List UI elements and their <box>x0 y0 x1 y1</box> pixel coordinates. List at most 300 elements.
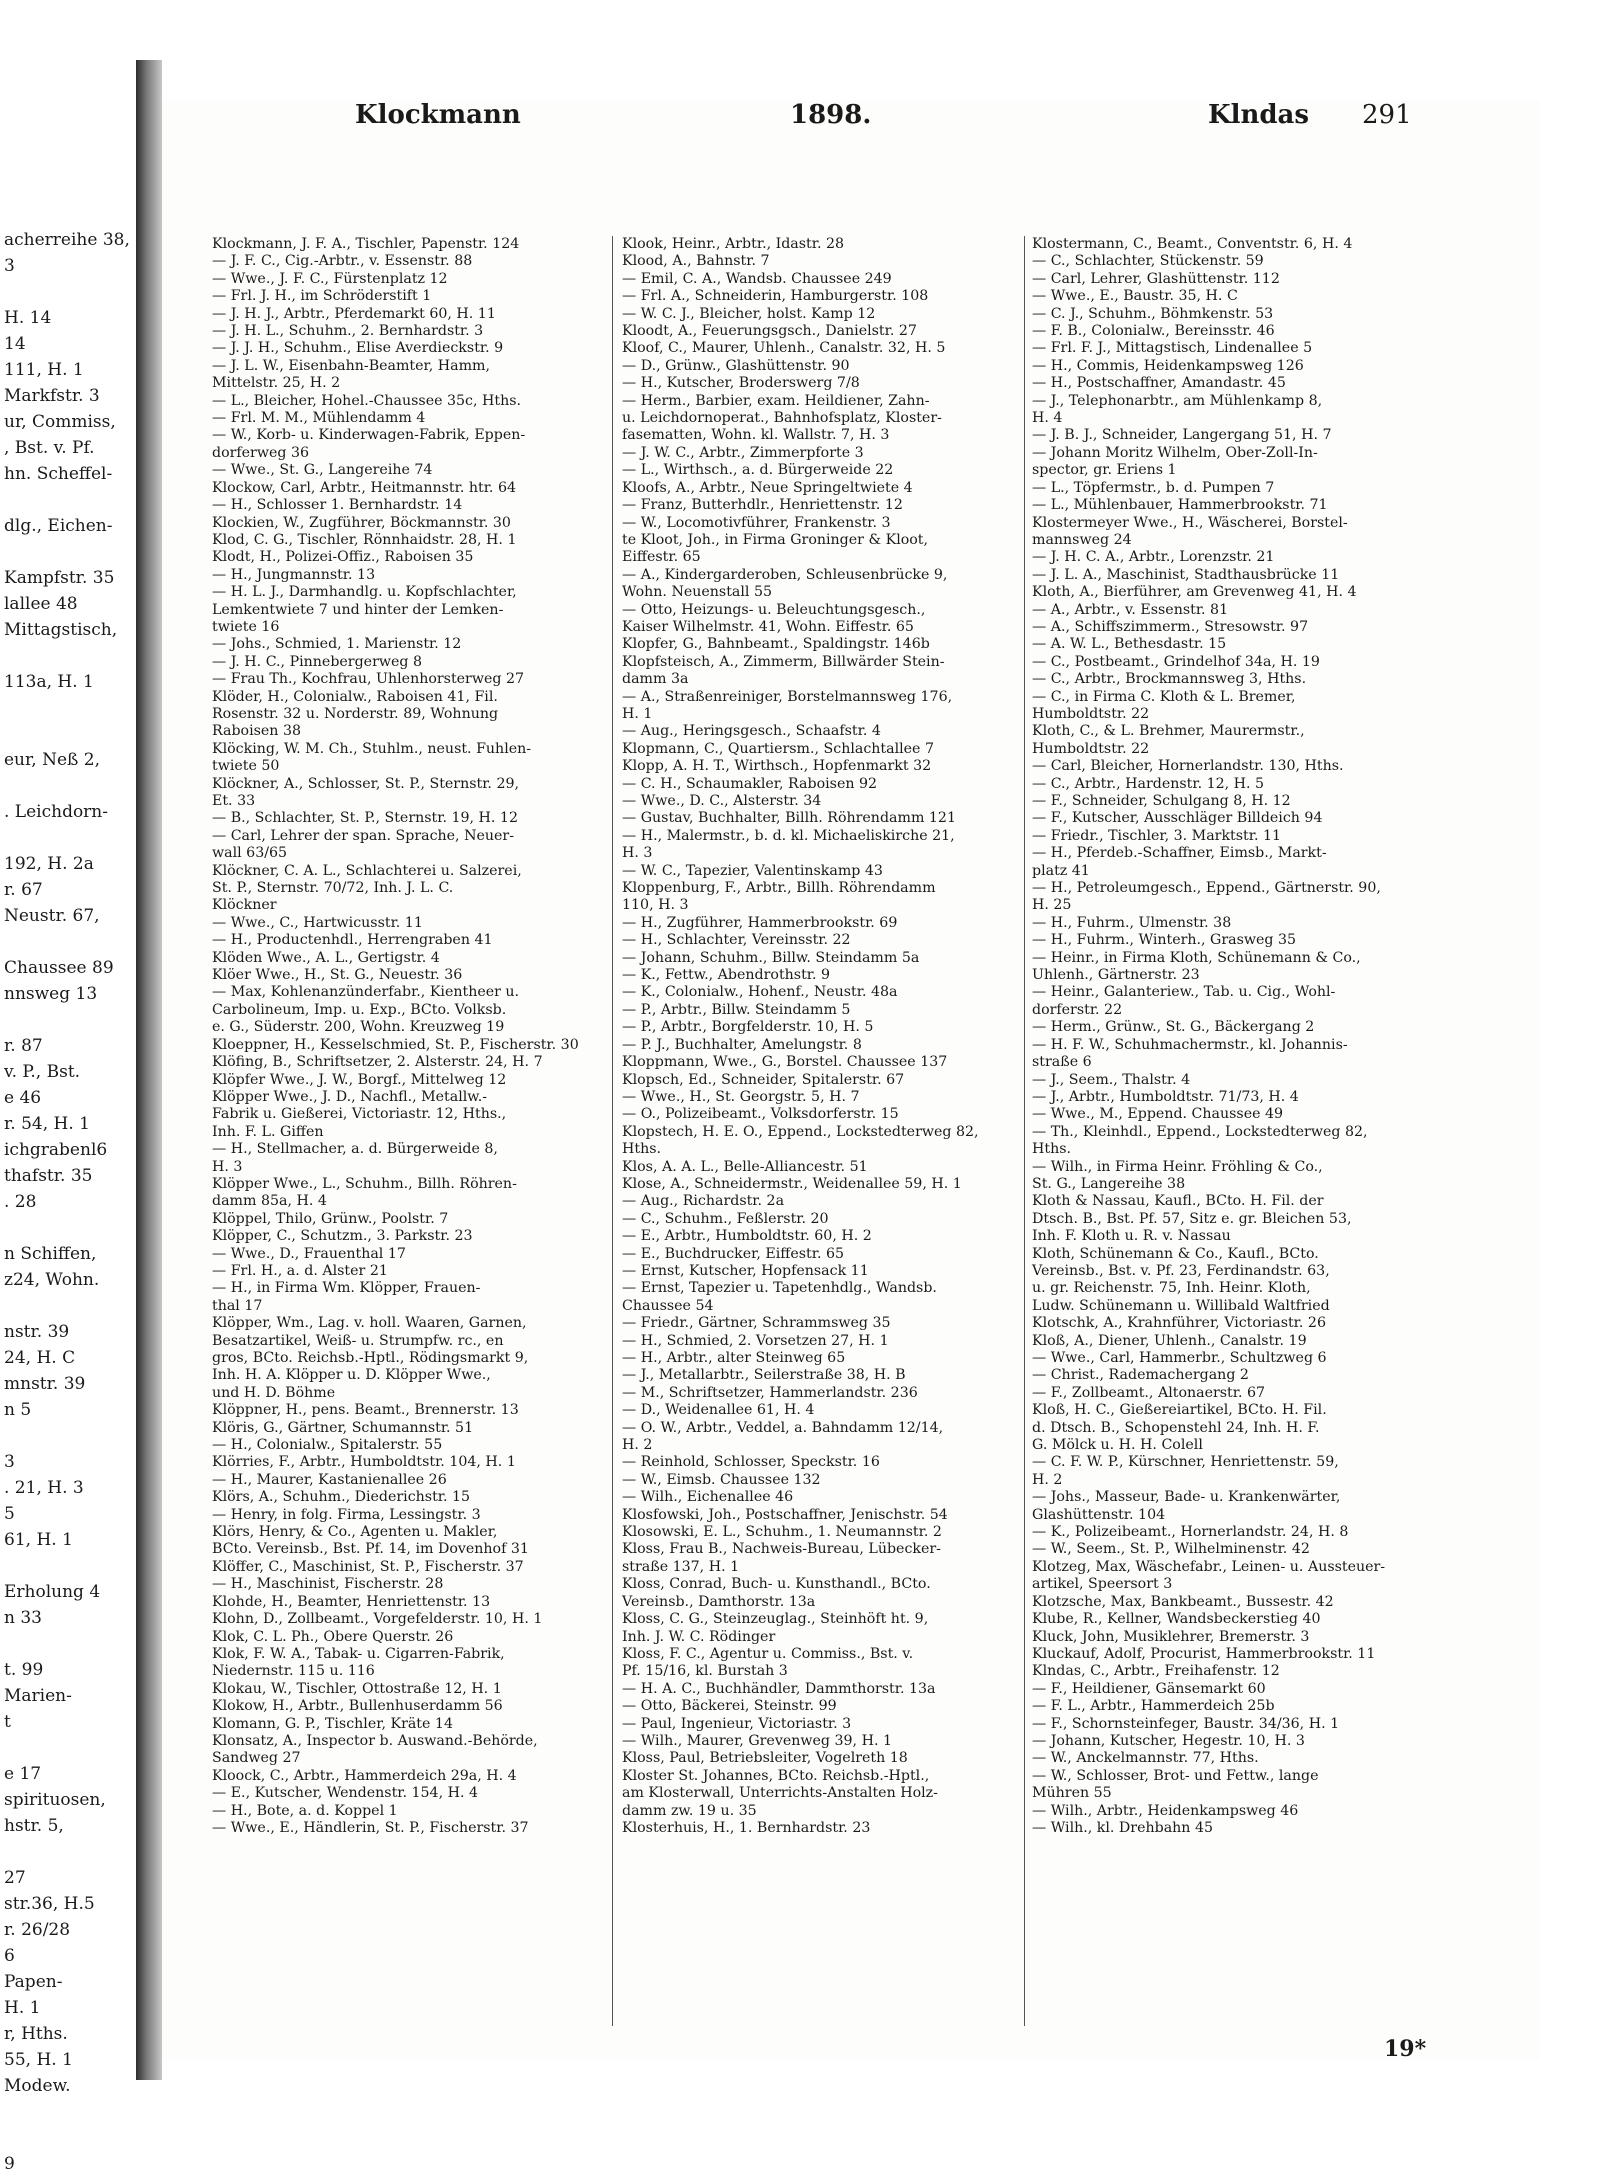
directory-column-2 <box>622 236 1014 2036</box>
directory-entry: — H., Zugführer, Hammerbrookstr. 69 <box>622 914 898 931</box>
left-page-fragment: hstr. 5, <box>4 1816 64 1836</box>
left-page-fragment: Markfstr. 3 <box>4 386 100 406</box>
directory-entry: Klokow, H., Arbtr., Bullenhuserdamm 56 <box>212 1698 503 1715</box>
directory-entry: — H., Arbtr., alter Steinweg 65 <box>622 1350 846 1366</box>
directory-entry: — Wwe., C., Hartwicusstr. 11 <box>212 914 423 931</box>
directory-entry: Klöer Wwe., H., St. G., Neuestr. 36 <box>212 967 463 984</box>
directory-entry: Kloth & Nassau, Kaufl., BCto. H. Fil. der <box>1032 1193 1324 1210</box>
directory-entry: — W., Eimsb. Chaussee 132 <box>622 1471 821 1488</box>
directory-entry: — P., Arbtr., Borgfelderstr. 10, H. 5 <box>622 1019 874 1036</box>
directory-entry: te Kloot, Joh., in Firma Groninger & Kloot, <box>622 531 929 548</box>
directory-entry: — L., Bleicher, Hohel.-Chaussee 35c, Hths. <box>212 392 522 409</box>
directory-entry: — P., Arbtr., Billw. Steindamm 5 <box>622 1001 851 1018</box>
directory-entry: — H., Malermstr., b. d. kl. Michaeliskirche 21, <box>622 827 955 844</box>
directory-entry: — C., Postbeamt., Grindelhof 34a, H. 19 <box>1032 653 1320 670</box>
left-page-fragment: str.36, H.5 <box>4 1894 95 1914</box>
directory-entry: — Frau Th., Kochfrau, Uhlenhorsterweg 27 <box>212 671 525 688</box>
directory-entry: Klotzsche, Max, Bankbeamt., Bussestr. 42 <box>1032 1593 1334 1610</box>
directory-entry: Klörs, Henry, & Co., Agenten u. Makler, <box>212 1524 498 1541</box>
directory-entry: artikel, Speersort 3 <box>1032 1576 1173 1593</box>
directory-entry: u. Leichdornoperat., Bahnhofsplatz, Kloster- <box>622 410 942 427</box>
directory-entry: — Johs., Masseur, Bade- u. Krankenwärter, <box>1032 1489 1341 1506</box>
directory-entry: — Aug., Richardstr. 2a <box>622 1193 785 1210</box>
directory-entry: Chaussee 54 <box>622 1297 714 1314</box>
directory-entry: mannsweg 24 <box>1032 531 1132 548</box>
directory-entry: Klöffer, C., Maschinist, St. P., Fischerstr. 37 <box>212 1558 524 1575</box>
left-page-fragment: 192, H. 2a <box>4 854 94 874</box>
signature-mark: 19* <box>1384 2036 1427 2062</box>
directory-entry: — A., Schiffszimmerm., Stresowstr. 97 <box>1032 618 1309 635</box>
directory-entry: — F., Kutscher, Ausschläger Billdeich 94 <box>1032 810 1323 827</box>
directory-entry: — H., Fuhrm., Winterh., Grasweg 35 <box>1032 932 1297 949</box>
directory-entry: Inh. F. L. Giffen <box>212 1123 324 1140</box>
directory-entry: Klood, A., Bahnstr. 7 <box>622 253 770 270</box>
directory-entry: — F., Schneider, Schulgang 8, H. 12 <box>1032 793 1291 809</box>
directory-entry: — J., Metallarbtr., Seilerstraße 38, H. B <box>622 1367 906 1384</box>
directory-entry: — F., Heildiener, Gänsemarkt 60 <box>1032 1680 1266 1697</box>
directory-entry: — Ernst, Tapezier u. Tapetenhdlg., Wandsb. <box>622 1280 937 1297</box>
directory-entry: und H. D. Böhme <box>212 1384 336 1401</box>
left-page-fragment: t. 99 <box>4 1660 44 1680</box>
directory-entry: — W., Anckelmannstr. 77, Hths. <box>1032 1750 1259 1767</box>
directory-entry: — C., Arbtr., Brockmannsweg 3, Hths. <box>1032 671 1307 688</box>
directory-entry: — J. F. C., Cig.-Arbtr., v. Essenstr. 88 <box>212 253 473 270</box>
directory-entry: Kloppmann, Wwe., G., Borstel. Chaussee 137 <box>622 1054 948 1071</box>
left-page-fragment: 14 <box>4 334 26 354</box>
directory-entry: Klotschk, A., Krahnführer, Victoriastr. 26 <box>1032 1315 1326 1332</box>
directory-entry: — H., Postschaffner, Amandastr. 45 <box>1032 375 1286 392</box>
directory-entry: Kloth, Schünemann & Co., Kaufl., BCto. <box>1032 1245 1319 1262</box>
left-page-fragment: 27 <box>4 1868 26 1888</box>
directory-entry: — Friedr., Gärtner, Schrammsweg 35 <box>622 1315 891 1332</box>
left-page-fragment: 24, H. C <box>4 1348 76 1368</box>
directory-entry: — A. W. L., Bethesdastr. 15 <box>1032 636 1227 653</box>
directory-entry: u. gr. Reichenstr. 75, Inh. Heinr. Kloth, <box>1032 1280 1311 1297</box>
directory-entry: Klöpfer Wwe., J. W., Borgf., Mittelweg 12 <box>212 1071 507 1088</box>
left-page-fragment: e 46 <box>4 1088 42 1108</box>
directory-entry: H. 1 <box>622 705 653 722</box>
directory-entry: straße 6 <box>1032 1054 1092 1071</box>
left-page-fragment: n 5 <box>4 1400 32 1420</box>
directory-entry: Klopp, A. H. T., Wirthsch., Hopfenmarkt 32 <box>622 758 932 775</box>
directory-entry: — Aug., Heringsgesch., Schaafstr. 4 <box>622 723 881 740</box>
directory-entry: Klonsatz, A., Inspector b. Auswand.-Behörde, <box>212 1732 538 1749</box>
left-page-fragment: dlg., Eichen- <box>4 516 113 536</box>
directory-entry: — C., Arbtr., Hardenstr. 12, H. 5 <box>1032 775 1265 792</box>
directory-entry: Humboldtstr. 22 <box>1032 740 1150 757</box>
left-page-fragment: , Bst. v. Pf. <box>4 438 95 458</box>
directory-entry: — C., in Firma C. Kloth & L. Bremer, <box>1032 688 1296 705</box>
directory-entry: Kloeppner, H., Kesselschmied, St. P., Fischerstr. 30 <box>212 1036 579 1053</box>
directory-entry: Klosfowski, Joh., Postschaffner, Jenischstr. 54 <box>622 1506 948 1523</box>
directory-entry: Klöfing, B., Schriftsetzer, 2. Alsterstr. 24, H. 7 <box>212 1054 543 1071</box>
directory-entry: Klodt, H., Polizei-Offiz., Raboisen 35 <box>212 549 474 566</box>
header-year: 1898. <box>790 100 872 130</box>
directory-entry: Kloodt, A., Feuerungsgsch., Danielstr. 27 <box>622 323 917 340</box>
directory-entry: dorferweg 36 <box>212 444 310 461</box>
directory-entry: — Frl. F. J., Mittagstisch, Lindenallee 5 <box>1032 340 1313 357</box>
directory-entry: — E., Buchdrucker, Eiffestr. 65 <box>622 1245 845 1262</box>
left-page-fragment: spirituosen, <box>4 1790 106 1810</box>
directory-entry: — Friedr., Tischler, 3. Marktstr. 11 <box>1032 827 1282 844</box>
directory-entry: — Max, Kohlenanzünderfabr., Kienthеer u. <box>212 984 520 1001</box>
directory-entry: Klopfer, G., Bahnbeamt., Spaldingstr. 146b <box>622 636 930 653</box>
directory-entry: — Wilh., Eichenallee 46 <box>622 1489 794 1506</box>
directory-entry: Klod, C. G., Tischler, Rönnhaidstr. 28, H. 1 <box>212 531 517 548</box>
directory-entry: — Paul, Ingenieur, Victoriastr. 3 <box>622 1715 852 1732</box>
directory-entry: — Wwe., D., Frauenthal 17 <box>212 1245 406 1262</box>
directory-entry: — H. F. W., Schuhmachermstr., kl. Johannis- <box>1032 1036 1348 1053</box>
directory-entry: straße 137, H. 1 <box>622 1558 740 1575</box>
directory-entry: — H., Colonialw., Spitalerstr. 55 <box>212 1437 443 1454</box>
directory-entry: Klöris, G., Gärtner, Schumannstr. 51 <box>212 1419 474 1436</box>
directory-entry: — H., Schlosser 1. Bernhardstr. 14 <box>212 497 463 514</box>
directory-entry: — W., Locomotivführer, Frankenstr. 3 <box>622 514 891 531</box>
directory-entry: Klopstech, H. E. O., Eppend., Lockstedterweg 82, <box>622 1123 979 1140</box>
directory-entry: — Wwe., D. C., Alsterstr. 34 <box>622 793 822 809</box>
directory-entry: Kloß, A., Diener, Uhlenh., Canalstr. 19 <box>1032 1332 1307 1349</box>
directory-entry: Uhlenh., Gärtnerstr. 23 <box>1032 967 1200 984</box>
directory-entry: Klostermeyer Wwe., H., Wäscherei, Borstel- <box>1032 514 1348 531</box>
directory-entry: d. Dtsch. B., Schopenstehl 24, Inh. H. F. <box>1032 1419 1320 1436</box>
directory-entry: — J. L. W., Eisenbahn-Beamter, Hamm, <box>212 357 491 374</box>
directory-entry: — Christ., Rademachergang 2 <box>1032 1367 1249 1384</box>
directory-entry: Kloss, Paul, Betriebsleiter, Vogelreth 18 <box>622 1750 908 1767</box>
directory-entry: platz 41 <box>1032 862 1090 879</box>
left-page-fragment: thafstr. 35 <box>4 1166 93 1186</box>
left-page-fragment: v. P., Bst. <box>4 1062 81 1082</box>
directory-entry: — Otto, Heizungs- u. Beleuchtungsgesch., <box>622 601 926 618</box>
directory-entry: — O. W., Arbtr., Veddel, a. Bahndamm 12/14, <box>622 1419 944 1436</box>
directory-entry: Lemkentwiete 7 und hinter der Lemken- <box>212 601 504 618</box>
left-page-fragment: H. 1 <box>4 1998 41 2018</box>
directory-entry: Kloss, Frau B., Nachweis-Bureau, Lübecker- <box>622 1541 941 1558</box>
directory-entry: — A., Kindergarderoben, Schleusenbrücke 9, <box>622 566 948 583</box>
left-page-fragment: r, Hths. <box>4 2024 68 2044</box>
directory-entry: Kloth, A., Bierführer, am Grevenweg 41, H. 4 <box>1032 584 1357 601</box>
directory-entry: — J. H. C., Pinnebergerweg 8 <box>212 653 423 670</box>
directory-entry: — J. H. L., Schuhm., 2. Bernhardstr. 3 <box>212 323 484 340</box>
directory-entry: Klosowski, E. L., Schuhm., 1. Neumannstr. 2 <box>622 1524 942 1541</box>
left-page-fragment: nnsweg 13 <box>4 984 98 1004</box>
directory-entry: Klöpper Wwe., L., Schuhm., Billh. Röhren- <box>212 1175 517 1192</box>
directory-entry: — H., Commis, Heidenkampsweg 126 <box>1032 357 1304 374</box>
directory-entry: Klosterhuis, H., 1. Bernhardstr. 23 <box>622 1819 871 1836</box>
directory-entry: St. P., Sternstr. 70/72, Inh. J. L. C. <box>212 880 454 897</box>
left-page-fragment: Marien- <box>4 1686 72 1706</box>
directory-entry: e. G., Süderstr. 200, Wohn. Kreuzweg 19 <box>212 1019 505 1036</box>
directory-entry: — Heinr., in Firma Kloth, Schünemann & Co., <box>1032 949 1361 966</box>
directory-entry: — J. B. J., Schneider, Langergang 51, H. 7 <box>1032 427 1332 444</box>
directory-entry: wall 63/65 <box>212 845 288 862</box>
directory-entry: — J. J. H., Schuhm., Elise Averdieckstr. 9 <box>212 340 504 357</box>
left-page-fragment: Modew. <box>4 2076 71 2096</box>
directory-entry: — B., Schlachter, St. P., Sternstr. 19, H. 12 <box>212 810 518 827</box>
directory-entry: — C., Schuhm., Feßlerstr. 20 <box>622 1210 829 1227</box>
directory-entry: — W., Korb- u. Kinderwagen-Fabrik, Eppen- <box>212 427 526 444</box>
directory-entry: — F. B., Colonialw., Bereinsstr. 46 <box>1032 323 1275 340</box>
directory-entry: Klockien, W., Zugführer, Böckmannstr. 30 <box>212 514 511 531</box>
directory-entry: Hths. <box>622 1141 662 1158</box>
directory-entry: 110, H. 3 <box>622 897 689 914</box>
directory-entry: H. 2 <box>622 1437 653 1454</box>
directory-entry: Klook, Heinr., Arbtr., Idastr. 28 <box>622 236 845 252</box>
left-page-fragment: . Leichdorn- <box>4 802 109 822</box>
directory-entry: — Wwe., E., Händlerin, St. P., Fischerstr. 37 <box>212 1819 529 1836</box>
directory-entry: — Ernst, Kutscher, Hopfensack 11 <box>622 1262 869 1279</box>
directory-entry: — A., Arbtr., v. Essenstr. 81 <box>1032 601 1229 618</box>
directory-entry: — L., Wirthsch., a. d. Bürgerweide 22 <box>622 462 894 479</box>
directory-entry: — C. J., Schuhm., Böhmkenstr. 53 <box>1032 305 1274 322</box>
directory-entry: — J. H. C. A., Arbtr., Lorenzstr. 21 <box>1032 549 1275 566</box>
directory-entry: Klöpper Wwe., J. D., Nachfl., Metallw.- <box>212 1088 488 1105</box>
directory-entry: — Frl. J. H., im Schröderstift 1 <box>212 288 432 305</box>
directory-entry: Klube, R., Kellner, Wandsbeckerstieg 40 <box>1032 1611 1321 1628</box>
directory-entry: — Reinhold, Schlosser, Speckstr. 16 <box>622 1454 880 1471</box>
left-page-fragment: Chaussee 89 <box>4 958 114 978</box>
directory-entry: damm zw. 19 u. 35 <box>622 1802 757 1819</box>
directory-entry: Klopfsteisch, A., Zimmerm, Billwärder Stein- <box>622 653 945 670</box>
directory-entry: — Carl, Lehrer der span. Sprache, Neuer- <box>212 827 514 844</box>
directory-entry: gros, BCto. Reichsb.-Hptl., Rödingsmarkt 9, <box>212 1350 529 1366</box>
directory-entry: — J. L. A., Maschinist, Stadthausbrücke 11 <box>1032 566 1340 583</box>
directory-entry: — Herm., Barbier, exam. Heildiener, Zahn- <box>622 392 930 409</box>
directory-entry: Klörries, F., Arbtr., Humboldtstr. 104, H. 1 <box>212 1454 516 1471</box>
directory-entry: Klöpper, C., Schutzm., 3. Parkstr. 23 <box>212 1228 473 1245</box>
directory-entry: Klockmann, J. F. A., Tischler, Papenstr. 124 <box>212 236 520 252</box>
directory-entry: Ludw. Schünemann u. Willibald Waltfried <box>1032 1297 1330 1314</box>
directory-entry: Klopsch, Ed., Schneider, Spitalerstr. 67 <box>622 1071 905 1088</box>
directory-entry: Klöckner, A., Schlosser, St. P., Sternstr. 29, <box>212 775 520 792</box>
directory-entry: — Frl. H., a. d. Alster 21 <box>212 1262 388 1279</box>
left-page-fragment: ur, Commiss, <box>4 412 116 432</box>
directory-entry: Klockow, Carl, Arbtr., Heitmannstr. htr. 64 <box>212 479 517 496</box>
left-page-fragment: mnstr. 39 <box>4 1374 86 1394</box>
directory-entry: — L., Töpfermstr., b. d. Pumpen 7 <box>1032 479 1275 496</box>
left-page-fragment: 6 <box>4 1946 15 1966</box>
directory-entry: Kluck, John, Musiklehrer, Bremerstr. 3 <box>1032 1628 1310 1645</box>
directory-entry: Besatzartikel, Weiß- u. Strumpfw. rc., en <box>212 1332 504 1349</box>
directory-entry: Klok, F. W. A., Tabak- u. Cigarren-Fabrik, <box>212 1645 505 1662</box>
header-left-word: Klockmann <box>355 100 521 130</box>
directory-entry: — H., Maurer, Kastanienallee 26 <box>212 1471 447 1488</box>
directory-entry: — W. C. J., Bleicher, holst. Kamp 12 <box>622 305 876 322</box>
directory-entry: — H., Stellmacher, a. d. Bürgerweide 8, <box>212 1141 498 1158</box>
header-right-word: Klndas <box>1208 100 1310 130</box>
directory-entry: Kloss, F. C., Agentur u. Commiss., Bst. v. <box>622 1645 914 1662</box>
directory-entry: — H., Schlachter, Vereinsstr. 22 <box>622 932 851 949</box>
directory-entry: Sandweg 27 <box>212 1750 301 1767</box>
directory-entry: — Wilh., Maurer, Grevenweg 39, H. 1 <box>622 1732 892 1749</box>
left-page-fragment: 9 <box>4 2154 15 2174</box>
left-page-fragment: 3 <box>4 1452 15 1472</box>
directory-entry: Kloock, C., Arbtr., Hammerdeich 29a, H. 4 <box>212 1767 517 1784</box>
directory-entry: Klöpper, Wm., Lag. v. holl. Waaren, Garnen, <box>212 1315 527 1332</box>
directory-entry: — H. A. C., Buchhändler, Dammthorstr. 13a <box>622 1680 936 1697</box>
directory-entry: — F., Zollbeamt., Altonaerstr. 67 <box>1032 1384 1266 1401</box>
directory-entry: Niedernstr. 115 u. 116 <box>212 1663 375 1680</box>
directory-entry: — Wwe., E., Baustr. 35, H. C <box>1032 288 1238 305</box>
directory-entry: Kluckauf, Adolf, Procurist, Hammerbrookstr. 11 <box>1032 1645 1376 1662</box>
directory-entry: — Carl, Lehrer, Glashüttenstr. 112 <box>1032 270 1280 287</box>
left-page-fragment: r. 87 <box>4 1036 43 1056</box>
directory-entry: fasematten, Wohn. kl. Wallstr. 7, H. 3 <box>622 427 890 444</box>
directory-entry: Carbolineum, Imp. u. Exp., BCto. Volksb. <box>212 1001 507 1018</box>
directory-entry: — J. H. J., Arbtr., Pferdemarkt 60, H. 11 <box>212 305 496 322</box>
directory-entry: Klostermann, C., Beamt., Conventstr. 6, H. 4 <box>1032 236 1353 252</box>
directory-entry: Kloofs, A., Arbtr., Neue Springeltwiete 4 <box>622 479 913 496</box>
directory-entry: Kloppenburg, F., Arbtr., Billh. Röhrendamm <box>622 880 936 897</box>
left-page-fragment: lallee 48 <box>4 594 78 614</box>
directory-entry: Klöppel, Thilo, Grünw., Poolstr. 7 <box>212 1210 449 1227</box>
directory-entry: Klöder, H., Colonialw., Raboisen 41, Fil. <box>212 688 498 705</box>
directory-entry: — K., Polizeibeamt., Hornerlandstr. 24, H. 8 <box>1032 1524 1349 1541</box>
directory-entry: — Henry, in folg. Firma, Lessingstr. 3 <box>212 1506 481 1523</box>
directory-entry: BCto. Vereinsb., Bst. Pf. 14, im Dovenhof 31 <box>212 1541 529 1558</box>
left-page-fragment: Neustr. 67, <box>4 906 100 926</box>
directory-entry: — H., Jungmannstr. 13 <box>212 566 376 583</box>
directory-entry: Klndas, C., Arbtr., Freihafenstr. 12 <box>1032 1663 1280 1680</box>
directory-entry: — J., Seem., Thalstr. 4 <box>1032 1071 1191 1088</box>
directory-entry: — Wwe., Carl, Hammerbr., Schultzweg 6 <box>1032 1350 1327 1366</box>
directory-entry: dorferstr. 22 <box>1032 1001 1123 1018</box>
book-gutter <box>136 60 162 2080</box>
left-page-fragment: Mittagstisch, <box>4 620 118 640</box>
directory-entry: twiete 50 <box>212 758 280 775</box>
directory-entry: Pf. 15/16, kl. Burstah 3 <box>622 1663 788 1680</box>
left-page-fragment: t <box>4 1712 11 1732</box>
directory-entry: H. 2 <box>1032 1471 1063 1488</box>
directory-entry: Klöden Wwe., A. L., Gertigstr. 4 <box>212 949 440 966</box>
directory-entry: Klok, C. L. Ph., Obere Querstr. 26 <box>212 1628 454 1645</box>
directory-entry: — H. L. J., Darmhandlg. u. Kopfschlachter, <box>212 584 517 601</box>
directory-entry: — H., Maschinist, Fischerstr. 28 <box>212 1576 444 1593</box>
directory-entry: Vereinsb., Bst. v. Pf. 23, Ferdinandstr. 63, <box>1032 1262 1330 1279</box>
directory-entry: — Frl. M. M., Mühlendamm 4 <box>212 410 426 427</box>
left-page-fragment: e 17 <box>4 1764 42 1784</box>
directory-entry: Kloss, C. G., Steinzeuglag., Steinhöft ht. 9, <box>622 1611 929 1628</box>
directory-entry: Klos, A. A. L., Belle-Alliancestr. 51 <box>622 1158 868 1175</box>
left-page-fragment: r. 26/28 <box>4 1920 71 1940</box>
left-page-fragment: 111, H. 1 <box>4 360 84 380</box>
directory-entry: Mittelstr. 25, H. 2 <box>212 375 341 392</box>
directory-entry: Klohn, D., Zollbeamt., Vorgefelderstr. 10, H. 1 <box>212 1611 543 1628</box>
directory-entry: — Wwe., St. G., Langereihe 74 <box>212 462 433 479</box>
directory-entry: — Wwe., H., St. Georgstr. 5, H. 7 <box>622 1088 860 1105</box>
directory-entry: — Frl. A., Schneiderin, Hamburgerstr. 108 <box>622 288 929 305</box>
directory-entry: Klohde, H., Beamter, Henriettenstr. 13 <box>212 1593 491 1610</box>
directory-entry: Fabrik u. Gießerei, Victoriastr. 12, Hths., <box>212 1106 507 1123</box>
directory-entry: — H., Fuhrm., Ulmenstr. 38 <box>1032 914 1232 931</box>
directory-entry: Dtsch. B., Bst. Pf. 57, Sitz e. gr. Bleichen 53, <box>1032 1210 1352 1227</box>
left-page-fragment: eur, Neß 2, <box>4 750 100 770</box>
directory-entry: — W., Schlosser, Brot- und Fettw., lange <box>1032 1767 1319 1784</box>
directory-entry: Raboisen 38 <box>212 723 302 740</box>
left-page-fragment: Kampfstr. 35 <box>4 568 115 588</box>
directory-entry: — Carl, Bleicher, Hornerlandstr. 130, Hths. <box>1032 758 1344 775</box>
directory-entry: — M., Schriftsetzer, Hammerlandstr. 236 <box>622 1384 918 1401</box>
directory-entry: thal 17 <box>212 1297 263 1314</box>
directory-entry: Inh. H. A. Klöpper u. D. Klöpper Wwe., <box>212 1367 491 1384</box>
left-page-fragment: 61, H. 1 <box>4 1530 73 1550</box>
directory-entry: — H., Schmied, 2. Vorsetzen 27, H. 1 <box>622 1332 889 1349</box>
directory-entry: damm 85a, H. 4 <box>212 1193 327 1210</box>
directory-entry: Et. 33 <box>212 793 256 809</box>
directory-entry: — K., Colonialw., Hohenf., Neustr. 48a <box>622 984 898 1001</box>
directory-entry: — Johann Moritz Wilhelm, Ober-Zoll-In- <box>1032 444 1318 461</box>
left-page-fragment: n Schiffen, <box>4 1244 97 1264</box>
directory-entry: Vereinsb., Damthorstr. 13a <box>622 1593 816 1610</box>
left-page-fragment: hn. Scheffel- <box>4 464 113 484</box>
directory-entry: Klokau, W., Tischler, Ottostraße 12, H. 1 <box>212 1680 502 1697</box>
directory-entry: — K., Fettw., Abendrothstr. 9 <box>622 967 831 984</box>
directory-entry: Klomann, G. P., Tischler, Kräte 14 <box>212 1715 453 1732</box>
left-page-fragment: H. 14 <box>4 308 52 328</box>
left-page-fragment: n 33 <box>4 1608 42 1628</box>
left-page-fragment: 113a, H. 1 <box>4 672 94 692</box>
directory-entry: Klose, A., Schneidermstr., Weidenallee 59, H. 1 <box>622 1175 962 1192</box>
directory-entry: — Otto, Bäckerei, Steinstr. 99 <box>622 1698 837 1715</box>
directory-entry: — Franz, Butterhdlr., Henriettenstr. 12 <box>622 497 903 514</box>
directory-entry: — Wwe., M., Eppend. Chaussee 49 <box>1032 1106 1284 1123</box>
left-page-fragment: 5 <box>4 1504 15 1524</box>
directory-entry: — D., Grünw., Glashüttenstr. 90 <box>622 357 850 374</box>
directory-entry: Klöckner, C. A. L., Schlachterei u. Salzerei, <box>212 862 522 879</box>
directory-entry: — H., Kutscher, Broderswerg 7/8 <box>622 375 860 392</box>
directory-entry: — Johs., Schmied, 1. Marienstr. 12 <box>212 636 462 653</box>
directory-entry: — Wwe., J. F. C., Fürstenplatz 12 <box>212 270 448 287</box>
directory-entry: — D., Weidenallee 61, H. 4 <box>622 1402 815 1419</box>
directory-entry: Kloof, C., Maurer, Uhlenh., Canalstr. 32, H. 5 <box>622 340 946 357</box>
directory-entry: — H., Petroleumgesch., Eppend., Gärtnerstr. 90, <box>1032 880 1381 897</box>
directory-entry: — H., Bote, a. d. Koppel 1 <box>212 1802 398 1819</box>
directory-entry: — E., Kutscher, Wendenstr. 154, H. 4 <box>212 1785 479 1802</box>
directory-entry: — L., Mühlenbauer, Hammerbrookstr. 71 <box>1032 497 1328 514</box>
directory-entry: — C. H., Schaumakler, Raboisen 92 <box>622 775 878 792</box>
directory-entry: H. 3 <box>212 1158 243 1175</box>
directory-entry: H. 4 <box>1032 410 1063 427</box>
directory-entry: — Heinr., Galanteriew., Tab. u. Cig., Wohl- <box>1032 984 1336 1001</box>
left-page-fragment: acherreihe 38, <box>4 230 130 250</box>
directory-entry: — Wilh., in Firma Heinr. Fröhling & Co., <box>1032 1158 1323 1175</box>
directory-entry: — P. J., Buchhalter, Amelungstr. 8 <box>622 1036 862 1053</box>
directory-entry: Inh. F. Kloth u. R. v. Nassau <box>1032 1228 1231 1245</box>
directory-entry: Klopmann, C., Quartiersm., Schlachtallee 7 <box>622 740 934 757</box>
directory-entry: Kloster St. Johannes, BCto. Reichsb.-Hptl., <box>622 1767 930 1784</box>
directory-entry: Hths. <box>1032 1141 1072 1158</box>
directory-entry: Kloss, Conrad, Buch- u. Kunsthandl., BCto. <box>622 1576 931 1593</box>
directory-entry: Kloß, H. C., Gießereiartikel, BCto. H. Fil. <box>1032 1402 1327 1419</box>
left-page-fragment: ichgrabenl6 <box>4 1140 108 1160</box>
directory-entry: am Klosterwall, Unterrichts-Anstalten Holz- <box>622 1785 938 1802</box>
directory-entry: — H., in Firma Wm. Klöpper, Frauen- <box>212 1280 481 1297</box>
directory-entry: — W. C., Tapezier, Valentinskamp 43 <box>622 862 883 879</box>
directory-entry: — J., Telephonarbtr., am Mühlenkamp 8, <box>1032 392 1323 409</box>
directory-entry: G. Mölck u. H. H. Colell <box>1032 1437 1203 1454</box>
directory-entry: — F., Schornsteinfeger, Baustr. 34/36, H. 1 <box>1032 1715 1340 1732</box>
directory-entry: Klöcking, W. M. Ch., Stuhlm., neust. Fuhlen- <box>212 740 532 757</box>
directory-entry: — Johann, Schuhm., Billw. Steindamm 5a <box>622 949 920 966</box>
directory-entry: Inh. J. W. C. Rödinger <box>622 1628 776 1645</box>
left-page-fragment: . 28 <box>4 1192 37 1212</box>
directory-entry: Glashüttenstr. 104 <box>1032 1506 1166 1523</box>
left-page-fragment: Erholung 4 <box>4 1582 101 1602</box>
directory-entry: — E., Arbtr., Humboldtstr. 60, H. 2 <box>622 1228 872 1245</box>
left-page-fragment: 3 <box>4 256 15 276</box>
directory-entry: spector, gr. Eriens 1 <box>1032 462 1177 479</box>
directory-entry: — Herm., Grünw., St. G., Bäckergang 2 <box>1032 1019 1315 1036</box>
directory-entry: — Emil, C. A., Wandsb. Chaussee 249 <box>622 270 892 287</box>
